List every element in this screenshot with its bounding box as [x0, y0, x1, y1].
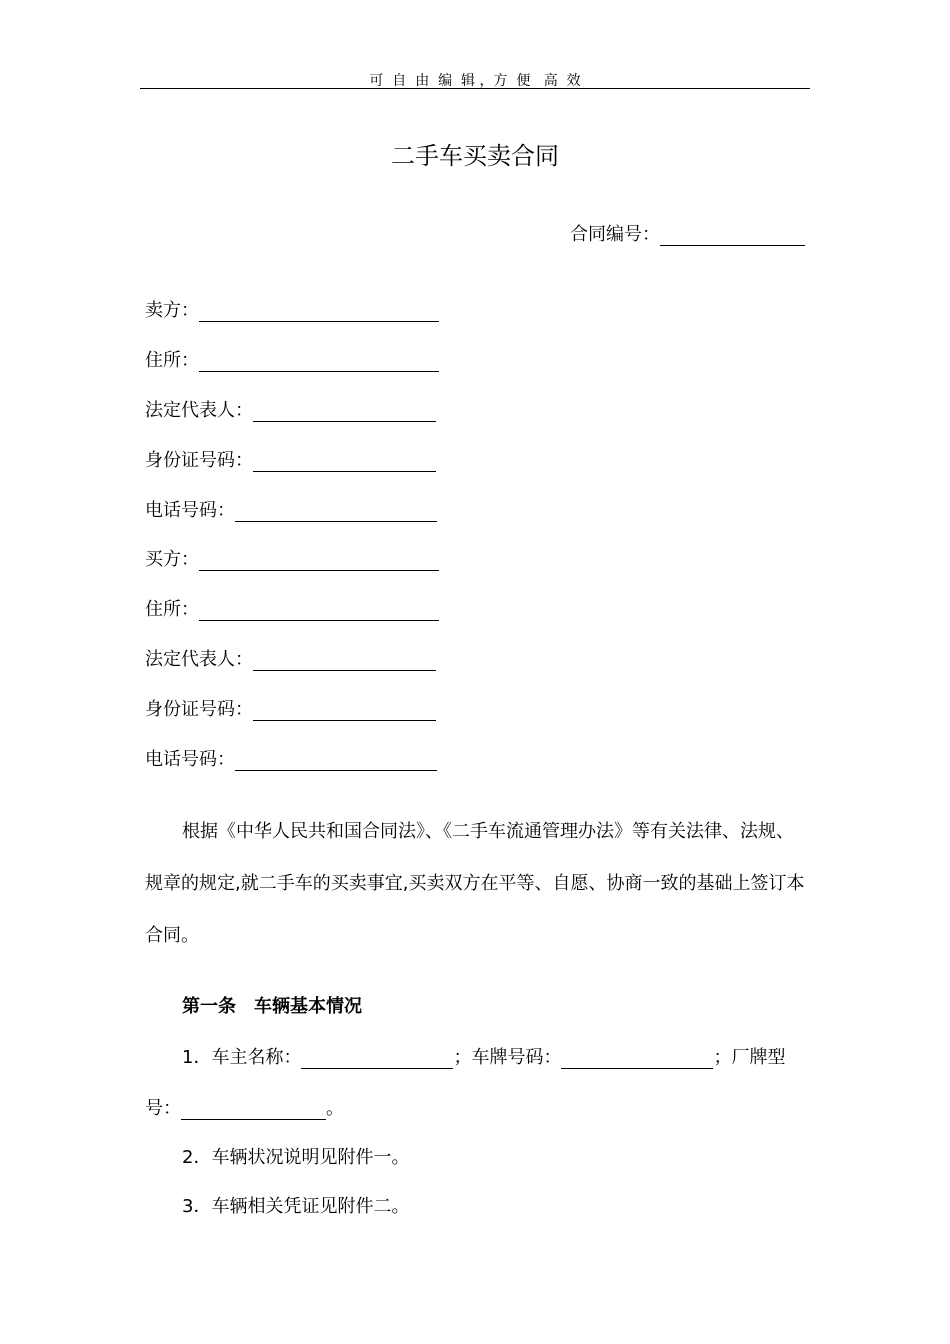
seller-name-field [145, 296, 439, 322]
field-label: 身份证号码： [145, 699, 253, 720]
seller-name-blank[interactable] [199, 299, 439, 322]
buyer-phone-field [145, 745, 437, 771]
intro-paragraph: 根据《中华人民共和国合同法》、《二手车流通管理办法》等有关法律、法规、规章的规定,就二手车的买卖事宜,买卖双方在平等、自愿、协商一致的基础上签订本合同。 [145, 821, 805, 946]
clause-1-mid: ；车牌号码： [453, 1047, 562, 1068]
seller-legal-rep-blank[interactable] [253, 399, 436, 422]
field-label: 电话号码： [145, 749, 235, 770]
page-header-text: 可 自 由 编 辑 ，方 便 高 效 [369, 73, 581, 89]
buyer-id-field [145, 695, 436, 721]
buyer-legal-rep-blank[interactable] [253, 648, 436, 671]
section-1-heading: 第一条 车辆基本情况 [182, 996, 362, 1017]
seller-id-blank[interactable] [253, 449, 436, 472]
buyer-id-blank[interactable] [253, 698, 436, 721]
contract-number-field [570, 220, 805, 246]
document-title: 二手车买卖合同 [391, 142, 559, 170]
field-label: 住所： [145, 350, 199, 371]
seller-legal-rep-field [145, 396, 436, 422]
buyer-name-blank[interactable] [199, 548, 439, 571]
clause-1-prefix: 1．车主名称： [182, 1047, 302, 1068]
clause-1-line2-label: 号： [145, 1098, 181, 1119]
seller-phone-field [145, 496, 437, 522]
model-number-blank[interactable] [181, 1097, 326, 1120]
contract-number-label: 合同编号： [570, 224, 660, 245]
seller-address-field [145, 346, 439, 372]
field-label: 住所： [145, 599, 199, 620]
clause-2: 2．车辆状况说明见附件一。 [182, 1147, 410, 1168]
seller-address-blank[interactable] [199, 349, 439, 372]
clause-3: 3．车辆相关凭证见附件二。 [182, 1196, 410, 1217]
buyer-name-field [145, 545, 439, 571]
buyer-phone-blank[interactable] [235, 748, 437, 771]
clause-1-tail: ；厂牌型 [713, 1047, 786, 1068]
buyer-address-field [145, 595, 439, 621]
plate-number-blank[interactable] [561, 1046, 713, 1069]
field-label: 身份证号码： [145, 450, 253, 471]
buyer-address-blank[interactable] [199, 598, 439, 621]
field-label: 买方： [145, 549, 199, 570]
field-label: 卖方： [145, 300, 199, 321]
contract-number-blank[interactable] [660, 223, 805, 246]
clause-1-end: 。 [326, 1098, 344, 1119]
buyer-legal-rep-field [145, 645, 436, 671]
owner-name-blank[interactable] [301, 1046, 453, 1069]
field-label: 法定代表人： [145, 649, 253, 670]
field-label: 电话号码： [145, 500, 235, 521]
clause-1-line-2 [145, 1094, 344, 1120]
seller-phone-blank[interactable] [235, 499, 437, 522]
clause-1-line-1 [182, 1043, 785, 1069]
seller-id-field [145, 446, 436, 472]
header-rule [140, 88, 810, 89]
field-label: 法定代表人： [145, 400, 253, 421]
